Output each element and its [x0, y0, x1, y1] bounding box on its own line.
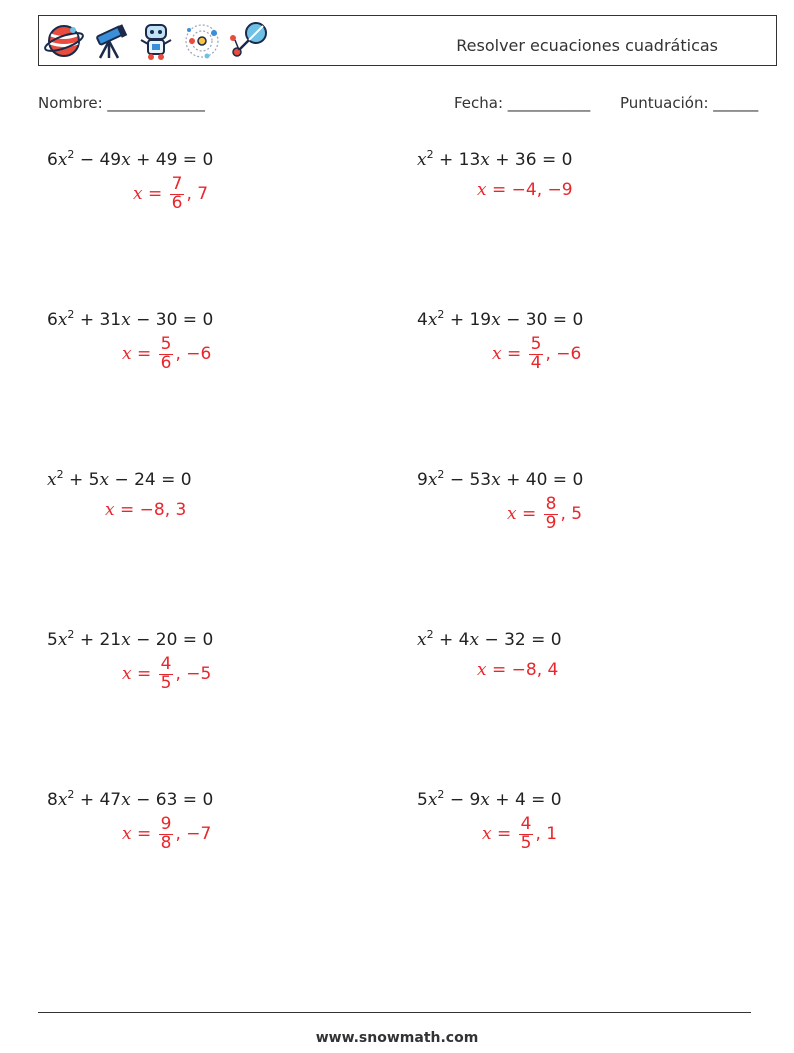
- coefficient: 4: [417, 310, 428, 330]
- answer-separator: ,: [536, 180, 548, 200]
- answer-root: −5: [186, 664, 212, 685]
- fraction-numerator: 4: [520, 814, 532, 834]
- variable: x: [417, 630, 427, 650]
- answer-separator: ,: [560, 504, 572, 525]
- answer: [492, 336, 581, 373]
- problem-equation: [47, 148, 213, 170]
- answer-fraction: [159, 336, 174, 373]
- answer-separator: ,: [175, 664, 187, 685]
- answer: [105, 500, 186, 520]
- header-icons: [43, 20, 269, 62]
- answer-root: −8: [139, 500, 165, 520]
- answer-variable: x: [507, 504, 517, 525]
- answer-separator: ,: [535, 824, 547, 845]
- constant-term: − 32 = 0: [479, 630, 562, 650]
- answer-root: −4: [511, 180, 537, 200]
- fraction-numerator: 8: [545, 494, 557, 514]
- coefficient: 5: [417, 790, 428, 810]
- solar-system-icon: [181, 20, 223, 62]
- answer-separator: ,: [175, 824, 187, 845]
- fraction-denominator: 6: [160, 352, 172, 373]
- answer-separator: ,: [186, 184, 198, 205]
- worksheet-title: Resolver ecuaciones cuadráticas: [456, 36, 718, 55]
- telescope-icon: [89, 20, 131, 62]
- variable: x: [121, 790, 131, 810]
- fraction-numerator: 5: [160, 334, 172, 354]
- linear-coefficient: + 5: [63, 470, 100, 490]
- variable: x: [491, 470, 501, 490]
- linear-coefficient: + 19: [444, 310, 492, 330]
- answer-root: 4: [547, 660, 559, 680]
- answer: [133, 176, 208, 213]
- problem-equation: [47, 788, 213, 810]
- answer-equals: =: [491, 824, 517, 845]
- variable: x: [99, 470, 110, 490]
- problem-equation: [47, 468, 192, 490]
- answer-root: 5: [571, 504, 583, 525]
- answer-root: −8: [511, 660, 537, 680]
- variable: x: [427, 790, 438, 810]
- answer-separator: ,: [164, 500, 176, 520]
- problem-equation: [417, 628, 562, 650]
- answer-variable: x: [492, 344, 502, 365]
- answer-separator: ,: [545, 344, 557, 365]
- answer-root: 1: [546, 824, 558, 845]
- variable: x: [427, 470, 438, 490]
- exponent: 2: [437, 308, 445, 321]
- problem-equation: [417, 308, 583, 330]
- answer-variable: x: [133, 184, 143, 205]
- variable: x: [480, 790, 490, 810]
- answer-variable: x: [122, 664, 132, 685]
- answer-root: 7: [197, 184, 209, 205]
- variable: x: [47, 470, 57, 490]
- answer-variable: x: [477, 660, 487, 680]
- fraction-denominator: 6: [171, 192, 183, 213]
- variable: x: [57, 150, 68, 170]
- fraction-numerator: 4: [160, 654, 172, 674]
- exponent: 2: [426, 628, 434, 641]
- planet-icon: [43, 20, 85, 62]
- answer-equals: =: [131, 664, 157, 685]
- problem-equation: [47, 628, 213, 650]
- constant-term: + 36 = 0: [489, 150, 573, 170]
- linear-coefficient: − 53: [444, 470, 492, 490]
- variable: x: [121, 150, 131, 170]
- constant-term: − 30 = 0: [130, 310, 214, 330]
- answer-equals: =: [486, 660, 512, 680]
- fraction-denominator: 8: [160, 832, 172, 853]
- problem-equation: [417, 788, 562, 810]
- answer-equals: =: [501, 344, 527, 365]
- exponent: 2: [67, 628, 75, 641]
- variable: x: [121, 630, 131, 650]
- linear-coefficient: + 47: [74, 790, 122, 810]
- constant-term: − 63 = 0: [130, 790, 214, 810]
- answer: [507, 496, 582, 533]
- variable: x: [57, 790, 68, 810]
- variable: x: [427, 310, 438, 330]
- answer-equals: =: [131, 824, 157, 845]
- answer-variable: x: [482, 824, 492, 845]
- fraction-denominator: 4: [530, 352, 542, 373]
- fraction-numerator: 9: [160, 814, 172, 834]
- linear-coefficient: − 49: [74, 150, 122, 170]
- problem-equation: [417, 468, 583, 490]
- variable: x: [121, 310, 131, 330]
- variable: x: [57, 310, 68, 330]
- linear-coefficient: + 13: [433, 150, 481, 170]
- answer: [482, 816, 557, 853]
- answer-fraction: [544, 496, 559, 533]
- exponent: 2: [67, 308, 75, 321]
- exponent: 2: [426, 148, 434, 161]
- variable: x: [491, 310, 501, 330]
- variable: x: [417, 150, 427, 170]
- answer-fraction: [519, 816, 534, 853]
- answer-root: −6: [186, 344, 212, 365]
- constant-term: + 4 = 0: [489, 790, 562, 810]
- variable: x: [480, 150, 490, 170]
- answer-equals: =: [516, 504, 542, 525]
- answer-fraction: [170, 176, 185, 213]
- exponent: 2: [437, 788, 445, 801]
- answer-equals: =: [131, 344, 157, 365]
- answer-root: −7: [186, 824, 212, 845]
- answer: [477, 180, 573, 200]
- fraction-denominator: 5: [520, 832, 532, 853]
- constant-term: − 24 = 0: [109, 470, 192, 490]
- answer-root: −6: [556, 344, 582, 365]
- answer-fraction: [159, 816, 174, 853]
- linear-coefficient: − 9: [444, 790, 481, 810]
- answer-separator: ,: [536, 660, 548, 680]
- robot-icon: [135, 20, 177, 62]
- answer: [122, 656, 211, 693]
- answer-equals: =: [142, 184, 168, 205]
- answer-variable: x: [122, 824, 132, 845]
- exponent: 2: [437, 468, 445, 481]
- score-field: Puntuación: ______: [620, 94, 759, 112]
- coefficient: 5: [47, 630, 58, 650]
- fraction-numerator: 5: [530, 334, 542, 354]
- constant-term: + 49 = 0: [130, 150, 214, 170]
- answer-root: −9: [547, 180, 573, 200]
- linear-coefficient: + 4: [433, 630, 470, 650]
- exponent: 2: [67, 148, 75, 161]
- fraction-numerator: 7: [171, 174, 183, 194]
- answer: [122, 816, 211, 853]
- answer-separator: ,: [175, 344, 187, 365]
- footer-divider: [38, 1012, 751, 1013]
- fraction-denominator: 9: [545, 512, 557, 533]
- satellite-icon: [227, 20, 269, 62]
- answer-fraction: [159, 656, 174, 693]
- constant-term: − 20 = 0: [130, 630, 214, 650]
- variable: x: [469, 630, 480, 650]
- variable: x: [57, 630, 68, 650]
- answer-equals: =: [486, 180, 512, 200]
- problem-equation: [417, 148, 572, 170]
- answer-variable: x: [105, 500, 115, 520]
- answer-variable: x: [477, 180, 487, 200]
- constant-term: + 40 = 0: [500, 470, 584, 490]
- name-field: Nombre: _____________: [38, 94, 205, 112]
- constant-term: − 30 = 0: [500, 310, 584, 330]
- coefficient: 6: [47, 150, 58, 170]
- linear-coefficient: + 31: [74, 310, 122, 330]
- problem-equation: [47, 308, 213, 330]
- exponent: 2: [67, 788, 75, 801]
- answer: [477, 660, 558, 680]
- exponent: 2: [56, 468, 64, 481]
- answer-variable: x: [122, 344, 132, 365]
- coefficient: 6: [47, 310, 58, 330]
- answer-equals: =: [114, 500, 140, 520]
- coefficient: 8: [47, 790, 58, 810]
- coefficient: 9: [417, 470, 428, 490]
- answer-fraction: [529, 336, 544, 373]
- fraction-denominator: 5: [160, 672, 172, 693]
- answer-root: 3: [175, 500, 187, 520]
- linear-coefficient: + 21: [74, 630, 122, 650]
- answer: [122, 336, 211, 373]
- footer-site: www.snowmath.com: [315, 1030, 479, 1046]
- header-box: [38, 15, 777, 66]
- date-field: Fecha: ___________: [454, 94, 591, 112]
